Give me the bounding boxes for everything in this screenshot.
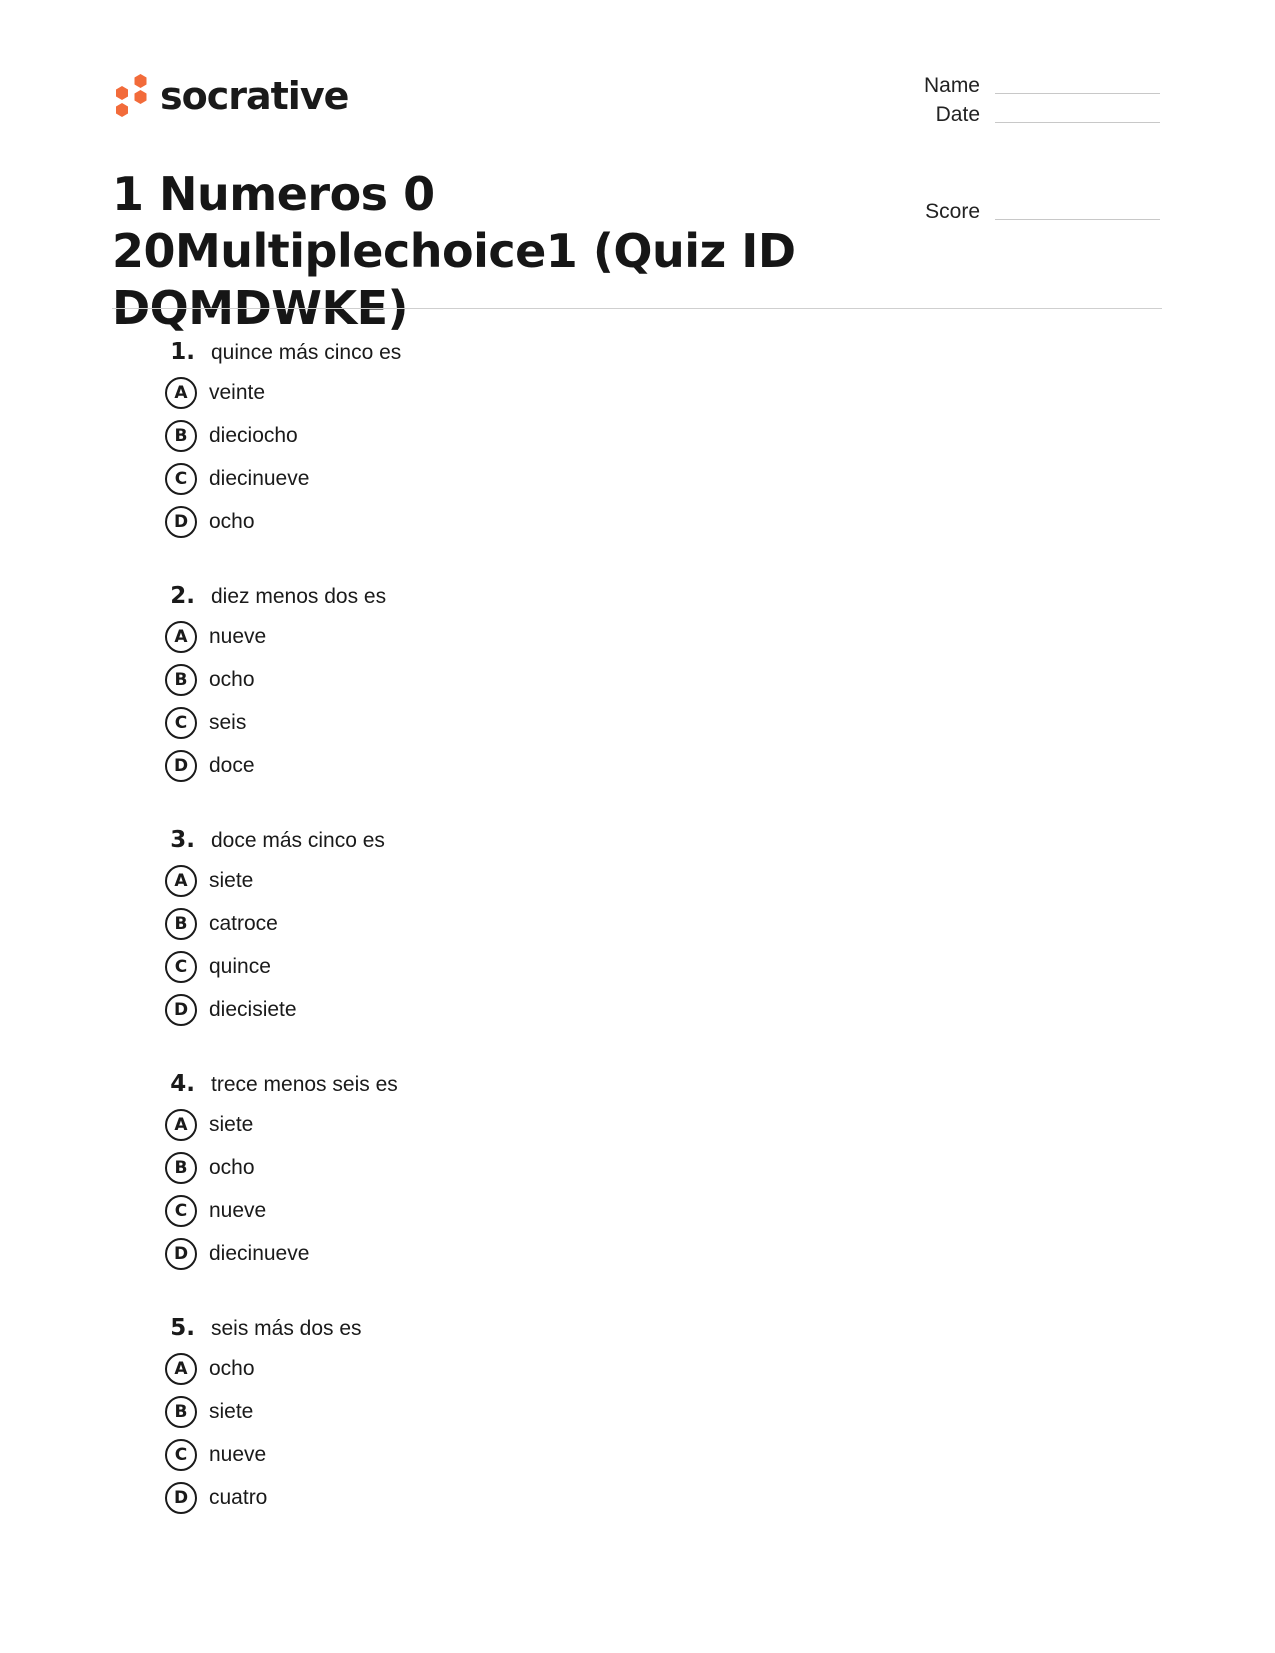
- answer-bubble-a[interactable]: A: [165, 1109, 197, 1141]
- answer-bubble-d[interactable]: D: [165, 1482, 197, 1514]
- option-d[interactable]: [165, 988, 385, 1031]
- option-b[interactable]: [165, 658, 386, 701]
- option-a[interactable]: [165, 1347, 362, 1390]
- option-text: veinte: [209, 380, 266, 404]
- option-text: quince: [209, 954, 271, 978]
- option-text: seis: [209, 710, 247, 734]
- option-text: catroce: [209, 911, 278, 935]
- option-b[interactable]: [165, 902, 385, 945]
- option-text: ocho: [209, 509, 255, 533]
- answer-bubble-c[interactable]: C: [165, 1439, 197, 1471]
- header-divider: [112, 308, 1162, 309]
- brand-name: socrative: [160, 74, 349, 118]
- option-text: cuatro: [209, 1485, 268, 1509]
- question-text: trece menos seis es: [211, 1073, 398, 1096]
- quiz-title: 1 Numeros 0 20Multiplechoice1 (Quiz ID DQMDWKE): [112, 167, 796, 335]
- option-text: ocho: [209, 1356, 255, 1380]
- question-2: [165, 583, 386, 787]
- option-text: nueve: [209, 1442, 267, 1466]
- answer-bubble-b[interactable]: B: [165, 420, 197, 452]
- answer-bubble-b[interactable]: B: [165, 908, 197, 940]
- hex-left-mid: [116, 86, 128, 100]
- date-label: Date: [935, 103, 980, 126]
- question-number: 4.: [170, 1071, 195, 1097]
- question-5: [165, 1315, 362, 1519]
- question-text: doce más cinco es: [211, 829, 385, 852]
- score-line[interactable]: [995, 219, 1160, 220]
- option-c[interactable]: [165, 701, 386, 744]
- hex-right-mid: [135, 90, 147, 104]
- option-text: diecisiete: [209, 997, 297, 1021]
- question-1: [165, 339, 401, 543]
- option-d[interactable]: [165, 1232, 398, 1275]
- option-text: siete: [209, 868, 254, 892]
- option-text: doce: [209, 753, 255, 777]
- answer-bubble-a[interactable]: A: [165, 865, 197, 897]
- option-c[interactable]: [165, 457, 401, 500]
- name-field[interactable]: [900, 74, 1160, 98]
- option-b[interactable]: [165, 414, 401, 457]
- option-c[interactable]: [165, 945, 385, 988]
- option-text: diecinueve: [209, 466, 310, 490]
- answer-bubble-c[interactable]: C: [165, 1195, 197, 1227]
- question-number: 5.: [170, 1315, 195, 1341]
- answer-bubble-d[interactable]: D: [165, 506, 197, 538]
- question-number: 1.: [170, 339, 195, 365]
- option-b[interactable]: [165, 1390, 362, 1433]
- hexagon-logo-icon: [112, 72, 150, 120]
- option-a[interactable]: [165, 859, 385, 902]
- option-text: ocho: [209, 667, 255, 691]
- option-c[interactable]: [165, 1189, 398, 1232]
- option-d[interactable]: [165, 744, 386, 787]
- answer-bubble-b[interactable]: B: [165, 1152, 197, 1184]
- answer-bubble-b[interactable]: B: [165, 1396, 197, 1428]
- question-4: [165, 1071, 398, 1275]
- question-text: seis más dos es: [211, 1317, 362, 1340]
- option-text: nueve: [209, 1198, 267, 1222]
- question-text: quince más cinco es: [211, 341, 402, 364]
- date-field[interactable]: [900, 103, 1160, 127]
- answer-bubble-c[interactable]: C: [165, 951, 197, 983]
- option-text: dieciocho: [209, 423, 298, 447]
- option-text: siete: [209, 1112, 254, 1136]
- option-text: nueve: [209, 624, 267, 648]
- option-a[interactable]: [165, 1103, 398, 1146]
- score-field[interactable]: [900, 200, 1160, 224]
- question-number: 3.: [170, 827, 195, 853]
- name-line[interactable]: [995, 93, 1160, 94]
- hex-top: [135, 74, 147, 88]
- score-label: Score: [925, 200, 980, 223]
- answer-bubble-b[interactable]: B: [165, 664, 197, 696]
- answer-bubble-a[interactable]: A: [165, 377, 197, 409]
- option-text: diecinueve: [209, 1241, 310, 1265]
- option-b[interactable]: [165, 1146, 398, 1189]
- answer-bubble-a[interactable]: A: [165, 621, 197, 653]
- option-text: ocho: [209, 1155, 255, 1179]
- answer-bubble-d[interactable]: D: [165, 750, 197, 782]
- question-3: [165, 827, 385, 1031]
- answer-bubble-c[interactable]: C: [165, 463, 197, 495]
- date-line[interactable]: [995, 122, 1160, 123]
- question-number: 2.: [170, 583, 195, 609]
- option-a[interactable]: [165, 371, 401, 414]
- option-d[interactable]: [165, 500, 401, 543]
- option-c[interactable]: [165, 1433, 362, 1476]
- name-label: Name: [923, 74, 980, 97]
- option-d[interactable]: [165, 1476, 362, 1519]
- question-text: diez menos dos es: [211, 585, 387, 608]
- answer-bubble-a[interactable]: A: [165, 1353, 197, 1385]
- hex-bottom: [116, 103, 128, 117]
- answer-bubble-d[interactable]: D: [165, 1238, 197, 1270]
- answer-bubble-c[interactable]: C: [165, 707, 197, 739]
- option-text: siete: [209, 1399, 254, 1423]
- socrative-logo: [112, 72, 348, 120]
- option-a[interactable]: [165, 615, 386, 658]
- answer-bubble-d[interactable]: D: [165, 994, 197, 1026]
